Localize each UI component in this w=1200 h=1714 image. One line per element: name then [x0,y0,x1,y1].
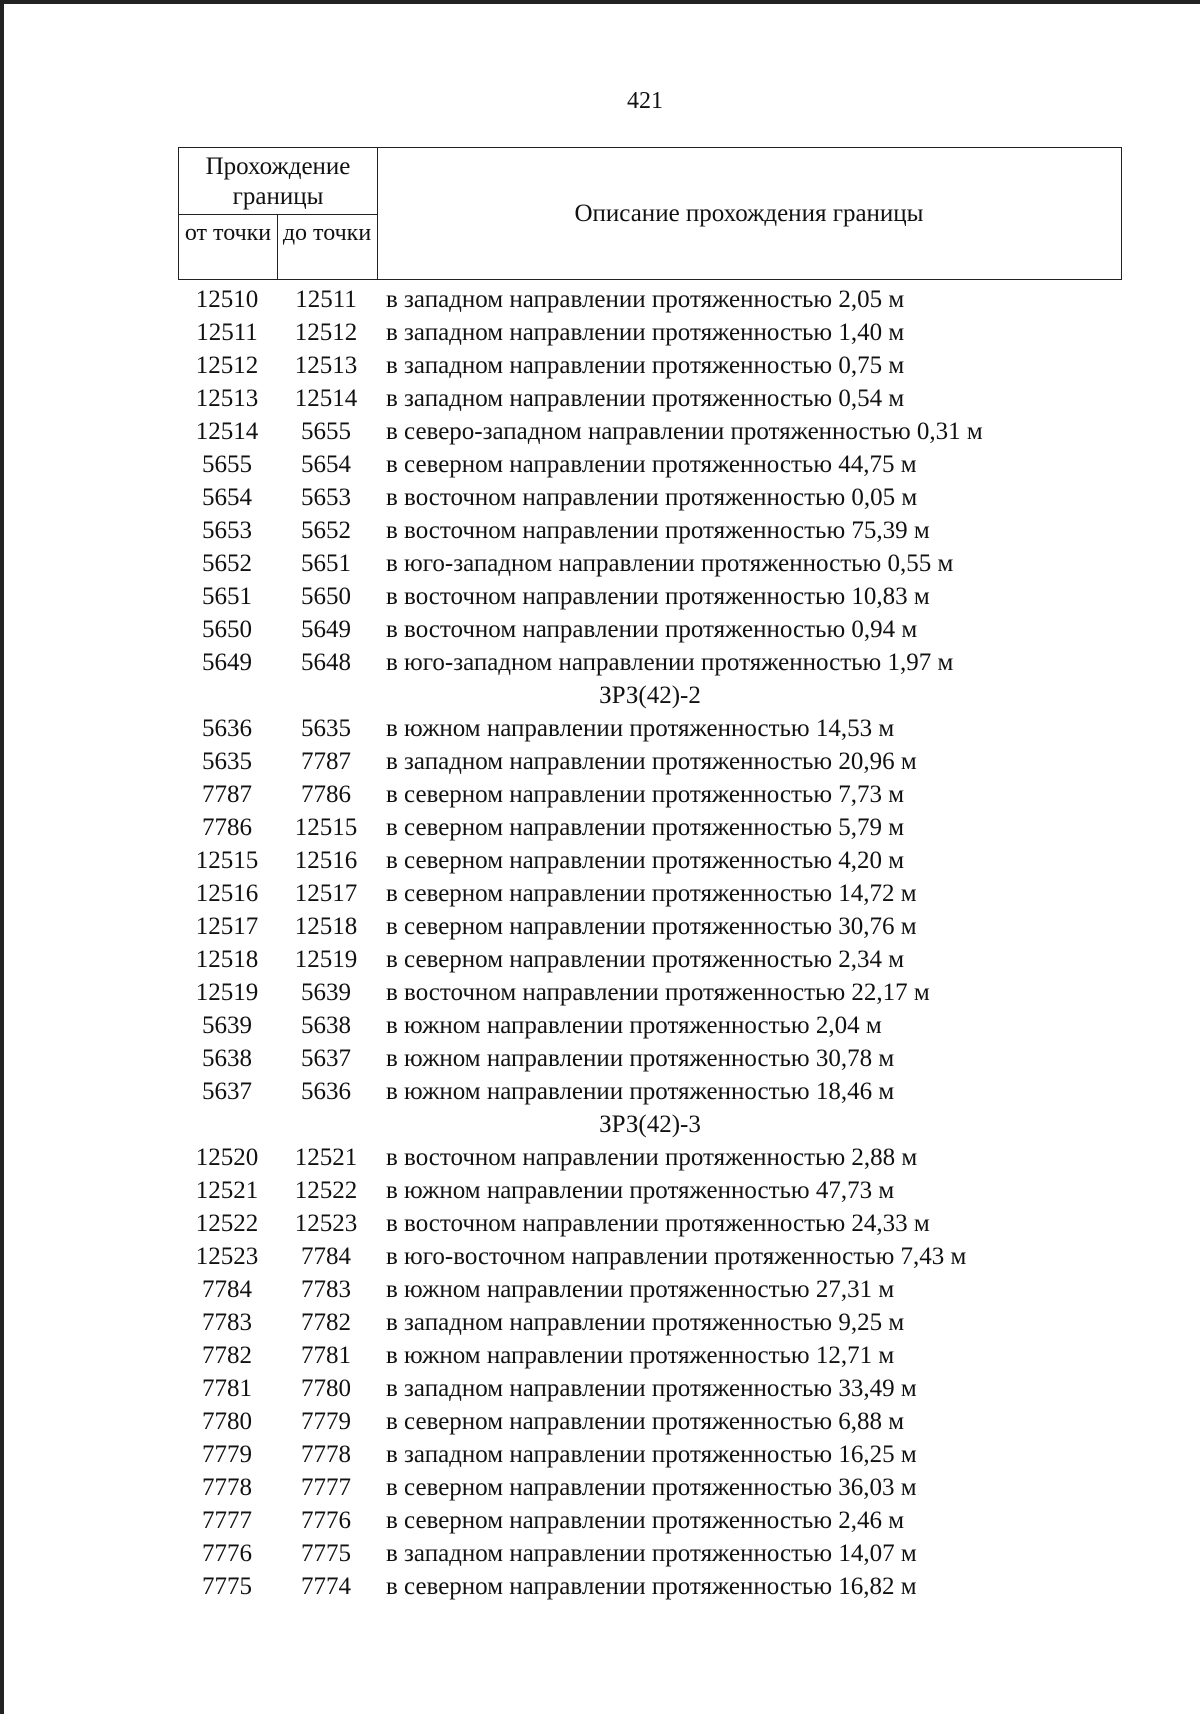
description-cell: в северном направлении протяженностью 2,46 м [386,1507,905,1534]
table-header [178,147,1122,280]
to-point-cell: 12518 [294,913,358,940]
from-point-cell: 7782 [202,1342,252,1369]
table-row [178,613,1122,646]
description-cell: в южном направлении протяженностью 30,78 м [386,1045,895,1072]
to-point-cell: 7782 [301,1309,351,1336]
header-divider [179,214,377,215]
from-point-cell: 7776 [202,1540,252,1567]
table-body [178,283,1122,1603]
from-point-cell: 5652 [202,550,252,577]
table-row [178,514,1122,547]
to-point-cell: 7784 [301,1243,351,1270]
to-point-cell: 7779 [301,1408,351,1435]
to-point-cell: 5653 [301,484,351,511]
description-cell: в восточном направлении протяженностью 22,17 м [386,979,930,1006]
to-point-cell: 7777 [301,1474,351,1501]
from-point-cell: 5651 [202,583,252,610]
description-cell: в южном направлении протяженностью 47,73 м [386,1177,895,1204]
table-row [178,1141,1122,1174]
description-cell: в западном направлении протяженностью 14,07 м [386,1540,917,1567]
table-row [178,283,1122,316]
from-point-cell: 5635 [202,748,252,775]
from-point-cell: 5653 [202,517,252,544]
from-point-cell: 5638 [202,1045,252,1072]
table-row [178,1570,1122,1603]
to-point-cell: 12512 [294,319,358,346]
header-from-label: от точки [184,220,272,246]
table-row [178,1537,1122,1570]
description-cell: в юго-западном направлении протяженностью 1,97 м [386,649,954,676]
from-point-cell: 7786 [202,814,252,841]
description-cell: в восточном направлении протяженностью 24,33 м [386,1210,930,1237]
from-point-cell: 5639 [202,1012,252,1039]
to-point-cell: 7774 [301,1573,351,1600]
table-row [178,316,1122,349]
to-point-cell: 5654 [301,451,351,478]
table-row [178,811,1122,844]
description-cell: в восточном направлении протяженностью 75,39 м [386,517,930,544]
from-point-cell: 7780 [202,1408,252,1435]
table-row [178,943,1122,976]
from-point-cell: 12517 [195,913,259,940]
to-point-cell: 5638 [301,1012,351,1039]
description-cell: в западном направлении протяженностью 2,05 м [386,286,905,313]
description-cell: в северном направлении протяженностью 14,72 м [386,880,917,907]
table-row [178,877,1122,910]
from-point-cell: 7781 [202,1375,252,1402]
scan-edge-left [0,0,4,1714]
from-point-cell: 5637 [202,1078,252,1105]
table-row [178,646,1122,679]
table-row [178,481,1122,514]
table-row [178,580,1122,613]
to-point-cell: 12519 [294,946,358,973]
from-point-cell: 12514 [195,418,259,445]
description-cell: в северном направлении протяженностью 5,79 м [386,814,905,841]
description-cell: в восточном направлении протяженностью 10,83 м [386,583,930,610]
to-point-cell: 12513 [294,352,358,379]
from-point-cell: 5655 [202,451,252,478]
from-point-cell: 5650 [202,616,252,643]
to-point-cell: 7787 [301,748,351,775]
to-point-cell: 5652 [301,517,351,544]
from-point-cell: 12510 [195,286,259,313]
to-point-cell: 7778 [301,1441,351,1468]
description-cell: в северном направлении протяженностью 2,34 м [386,946,905,973]
description-cell: в северном направлении протяженностью 30,76 м [386,913,917,940]
description-cell: в восточном направлении протяженностью 2,88 м [386,1144,918,1171]
table-row [178,1306,1122,1339]
to-point-cell: 7781 [301,1342,351,1369]
to-point-cell: 5651 [301,550,351,577]
section-title: ЗРЗ(42)-2 [599,682,701,709]
description-cell: в западном направлении протяженностью 16,25 м [386,1441,917,1468]
to-point-cell: 5648 [301,649,351,676]
description-cell: в юго-восточном направлении протяженностью 7,43 м [386,1243,967,1270]
to-point-cell: 5637 [301,1045,351,1072]
header-to-label: до точки [282,220,372,246]
to-point-cell: 7783 [301,1276,351,1303]
header-group-label: Прохождение границы [205,153,351,210]
table-row [178,745,1122,778]
from-point-cell: 7778 [202,1474,252,1501]
description-cell: в западном направлении протяженностью 0,75 м [386,352,905,379]
to-point-cell: 7775 [301,1540,351,1567]
description-cell: в южном направлении протяженностью 14,53 м [386,715,895,742]
from-point-cell: 5636 [202,715,252,742]
table-row [178,1372,1122,1405]
description-cell: в западном направлении протяженностью 20,96 м [386,748,917,775]
from-point-cell: 5654 [202,484,252,511]
description-cell: в западном направлении протяженностью 33,49 м [386,1375,917,1402]
from-point-cell: 12521 [195,1177,259,1204]
description-cell: в западном направлении протяженностью 1,40 м [386,319,905,346]
description-cell: в северном направлении протяженностью 36,03 м [386,1474,917,1501]
page-number: 421 [627,88,663,114]
table-row [178,1174,1122,1207]
to-point-cell: 7780 [301,1375,351,1402]
description-cell: в западном направлении протяженностью 9,25 м [386,1309,905,1336]
to-point-cell: 12517 [294,880,358,907]
table-row [178,382,1122,415]
from-point-cell: 7783 [202,1309,252,1336]
table-row [178,712,1122,745]
from-point-cell: 12518 [195,946,259,973]
from-point-cell: 12515 [195,847,259,874]
from-point-cell: 7787 [202,781,252,808]
table-row [178,844,1122,877]
to-point-cell: 5650 [301,583,351,610]
from-point-cell: 7775 [202,1573,252,1600]
table-row [178,1042,1122,1075]
description-cell: в северном направлении протяженностью 7,73 м [386,781,905,808]
table-row [178,1504,1122,1537]
description-cell: в восточном направлении протяженностью 0,05 м [386,484,918,511]
to-point-cell: 12522 [294,1177,358,1204]
description-cell: в северном направлении протяженностью 6,88 м [386,1408,905,1435]
table-row [178,910,1122,943]
to-point-cell: 7776 [301,1507,351,1534]
table-row [178,1405,1122,1438]
to-point-cell: 12511 [295,286,357,313]
to-point-cell: 5636 [301,1078,351,1105]
description-cell: в южном направлении протяженностью 18,46 м [386,1078,895,1105]
from-point-cell: 5649 [202,649,252,676]
to-point-cell: 5635 [301,715,351,742]
from-point-cell: 12516 [195,880,259,907]
from-point-cell: 12522 [195,1210,259,1237]
table-row [178,778,1122,811]
from-point-cell: 7777 [202,1507,252,1534]
description-cell: в юго-западном направлении протяженностью 0,55 м [386,550,954,577]
description-cell: в северо-западном направлении протяженностью 0,31 м [386,418,983,445]
to-point-cell: 12516 [294,847,358,874]
table-row [178,1471,1122,1504]
description-cell: в южном направлении протяженностью 27,31 м [386,1276,895,1303]
description-cell: в восточном направлении протяженностью 0,94 м [386,616,918,643]
table-row [178,976,1122,1009]
table-row [178,1273,1122,1306]
from-point-cell: 7784 [202,1276,252,1303]
from-point-cell: 12520 [195,1144,259,1171]
table-row [178,547,1122,580]
header-description-label: Описание прохождения границы [574,199,924,227]
from-point-cell: 12512 [195,352,259,379]
description-cell: в северном направлении протяженностью 44,75 м [386,451,917,478]
scan-edge-top [0,0,1200,4]
from-point-cell: 12519 [195,979,259,1006]
table-row [178,1075,1122,1108]
description-cell: в южном направлении протяженностью 2,04 м [386,1012,882,1039]
from-point-cell: 7779 [202,1441,252,1468]
to-point-cell: 12523 [294,1210,358,1237]
description-cell: в южном направлении протяженностью 12,71 м [386,1342,895,1369]
section-title: ЗРЗ(42)-3 [599,1111,701,1138]
from-point-cell: 12511 [196,319,258,346]
table-row [178,1207,1122,1240]
to-point-cell: 5655 [301,418,351,445]
to-point-cell: 7786 [301,781,351,808]
table-row [178,448,1122,481]
table-row [178,1438,1122,1471]
table-row [178,1009,1122,1042]
from-point-cell: 12523 [195,1243,259,1270]
to-point-cell: 5639 [301,979,351,1006]
description-cell: в северном направлении протяженностью 4,20 м [386,847,905,874]
to-point-cell: 12514 [294,385,358,412]
description-cell: в западном направлении протяженностью 0,54 м [386,385,905,412]
from-point-cell: 12513 [195,385,259,412]
to-point-cell: 12521 [294,1144,358,1171]
to-point-cell: 5649 [301,616,351,643]
table-row [178,1339,1122,1372]
to-point-cell: 12515 [294,814,358,841]
description-cell: в северном направлении протяженностью 16,82 м [386,1573,917,1600]
table-row [178,1240,1122,1273]
table-row [178,415,1122,448]
table-row [178,349,1122,382]
